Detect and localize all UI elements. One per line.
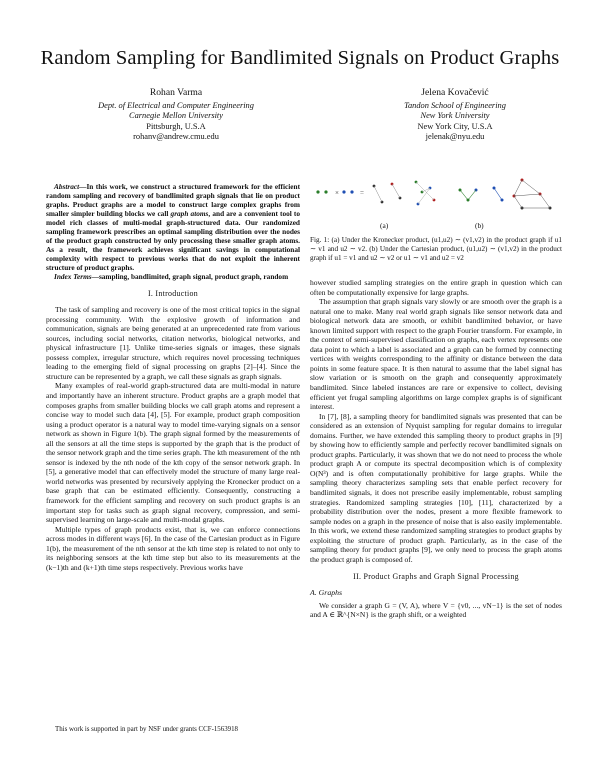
abstract-lead: Abstract <box>54 182 80 191</box>
abstract <box>46 183 300 273</box>
svg-text:=: = <box>360 189 364 197</box>
author-email: rohanv@andrew.cmu.edu <box>133 132 219 142</box>
author-block-2 <box>325 88 585 143</box>
intro-paragraph: Multiple types of graph products exist, that is, we can enforce connections across modes in different ways [6]. In the case of the Cartesian product as in Figure 1(b), the measurement of the nth sensor at the kth time step is related to not only to its neighboring sensors at the kth time step but also to its measurements at the (k−1)th and (k+1)th time steps respectively. Previous works have <box>46 524 300 572</box>
right-column <box>310 278 562 620</box>
figure-caption: Fig. 1: (a) Under the Kronecker product, (u1,u2) ∼ (v1,v2) in the product graph if u1 ∼ v1 and u2 ∼ v2. (b) Under the Cartesian product, (u1,u2) ∼ (v1,v2) in the product graph if u1 = v1 and u2 ∼ v2 or u1 ∼ v1 and u2 = v2 <box>310 236 562 263</box>
index-terms-lead: Index Terms <box>54 271 92 281</box>
author-name: Rohan Varma <box>149 87 203 98</box>
author-email: jelenak@nyu.edu <box>425 132 485 142</box>
footnote: This work is supported in part by NSF under grants CCF-1563918 <box>55 726 238 733</box>
svg-text:×: × <box>335 189 339 197</box>
figure-1 <box>310 178 562 286</box>
index-terms <box>46 273 300 282</box>
author-block-1 <box>46 88 306 143</box>
section-heading-product-graphs: II. Product Graphs and Graph Signal Processing <box>353 572 519 582</box>
author-dept: Dept. of Electrical and Computer Engineering <box>98 100 254 110</box>
author-dept: Tandon School of Engineering <box>404 100 506 110</box>
figure-label-a: (a) <box>380 221 389 230</box>
kronecker-product-graph <box>316 181 435 206</box>
section-heading-introduction: I. Introduction <box>147 289 199 299</box>
author-location: Pittsburgh, U.S.A <box>146 121 206 131</box>
author-name: Jelena Kovačević <box>421 87 489 98</box>
author-location: New York City, U.S.A <box>417 121 493 131</box>
body-paragraph: The assumption that graph signals vary slowly or are smooth over the graph is a natural one to make. Many real world graph signals like sensor network data and biological network data are smooth, or exhibit bandlimited behavior, or have known limited support with respect to the graph Fourier transform. For example, in the context of semi-supervised classification on graphs, each vertex represents one data point to which a label is associated and a graph can be formed by connecting vertices with weights corresponding to the affinity or distance between the data points in some feature space. It is then natural to assume that the label signal has slow variation or is smooth on the graph and consequently approximately bandlimited. Since labeled instances are rare or expensive to collect, devising efficient yet frugal sampling algorithms on large complex graphs is of significant interest. <box>310 297 562 412</box>
cartesian-product-graph <box>459 179 552 210</box>
intro-paragraph: The task of sampling and recovery is one of the most critical topics in the signal processing community. With the explosive growth of information and communication, signals are being generated at an unprecedented rate from various sources, including social networks, citation networks, biological networks, and physical infrastructure [1]. Unlike time-series signals or images, these signals possess complex, irregular structure, which requires novel processing techniques leading to the emerging field of signal processing on graphs [2]–[4]. Since the structure can be represented by a graph, we call these signals as graph signals. <box>46 305 300 381</box>
body-paragraph: In [7], [8], a sampling theory for bandlimited signals was presented that can be considered as an extension of Nyquist sampling for regular domains to irregular domains. Further, we have extended this sampling theory to product graphs in [9] by showing how to efficiently sample and perfectly recover bandlimited signals on product graphs. Particularly, it was shown that we do not need to process the whole product graph A or compute its spectral decomposition which is of complexity O(N³) and is often computationally prohibitive for large graphs. While the sampling theory characterizes sampling sets that enable perfect recovery for bandlimited signals, it does not prescribe easily implementable, robust sampling strategies. Randomized sampling strategies [10], [11], characterized by a probability distribution over the nodes, present a more flexible framework to sample nodes on a graph in the presence of noise that is also easily implementable. In this work, we extend these randomized sampling strategies to product graphs by exploiting the structure of product graph. Particularly, as in the case of the sampling theory for product graphs [9], we only need to process the graph atoms the product graph is composed of. <box>310 411 562 564</box>
abstract-text: —In this work, we construct a structured framework for the efficient random sampling and recovery of bandlimited graph signals that lie on product graphs. Product graphs are a model to construct large complex graphs from smaller simpler building blocks we call <box>46 182 300 218</box>
left-column <box>46 183 300 572</box>
body-paragraph: however studied sampling strategies on the entire graph in question which can often be computationally expensive for large graphs. <box>310 278 562 297</box>
author-institution: New York University <box>420 111 490 121</box>
paper-title: Random Sampling for Bandlimited Signals on Product Graphs <box>40 47 560 69</box>
author-institution: Carnegie Mellon University <box>129 111 223 121</box>
index-terms-text: —sampling, bandlimited, graph signal, product graph, random <box>91 271 289 281</box>
abstract-text: , and are a convenient tool to model rich classes of multi-modal graph-structured data. Our randomized sampling framework prescribes an optimal sampling distribution over the nodes of the product graph constructed by only processing these smaller graph atoms. As a result, the framework achieves significant savings in computational complexity with respect to previous works that do not exploit the inherent structure of product graphs. <box>46 208 301 272</box>
intro-paragraph: Many examples of real-world graph-structured data are multi-modal in nature and importantly have an inherent structure. Product graphs are a graph model that composes graphs from smaller building blocks we call graph atoms and represent a concise way to model such data [4], [5]. For example, product graph composition using a product operator is a natural way to model time-varying signals on a sensor network as shown in Figure 1(b). The graph signal formed by the measurements of all the sensors at all the time steps is supported by the graph that is the product of the sensor network graph and the time series graph. The kth measurement of the nth sensor is indexed by the nth node of the kth copy of the sensor network graph. In [5], a generative model that can effectively model the structure of many large real-world networks was presented by recursively applying the Kronecker product on a base graph that can be estimated efficiently. Consequently, constructing a framework for the efficient sampling and recovery on such product graphs is an important step for tasks such as graph signal recovery, compression, and semi-supervised learning on large-scale and multi-modal graphs. <box>46 381 300 525</box>
abstract-text: graph atoms <box>170 208 209 218</box>
subsection-heading-graphs: A. Graphs <box>310 587 343 597</box>
body-paragraph: We consider a graph G = (V, A), where V = {v0, ..., vN−1} is the set of nodes and A ∈ ℝ^{N×N} is the graph shift, or a weighted <box>310 600 562 620</box>
figure-1-graphic <box>310 178 562 234</box>
figure-label-b: (b) <box>475 221 484 230</box>
